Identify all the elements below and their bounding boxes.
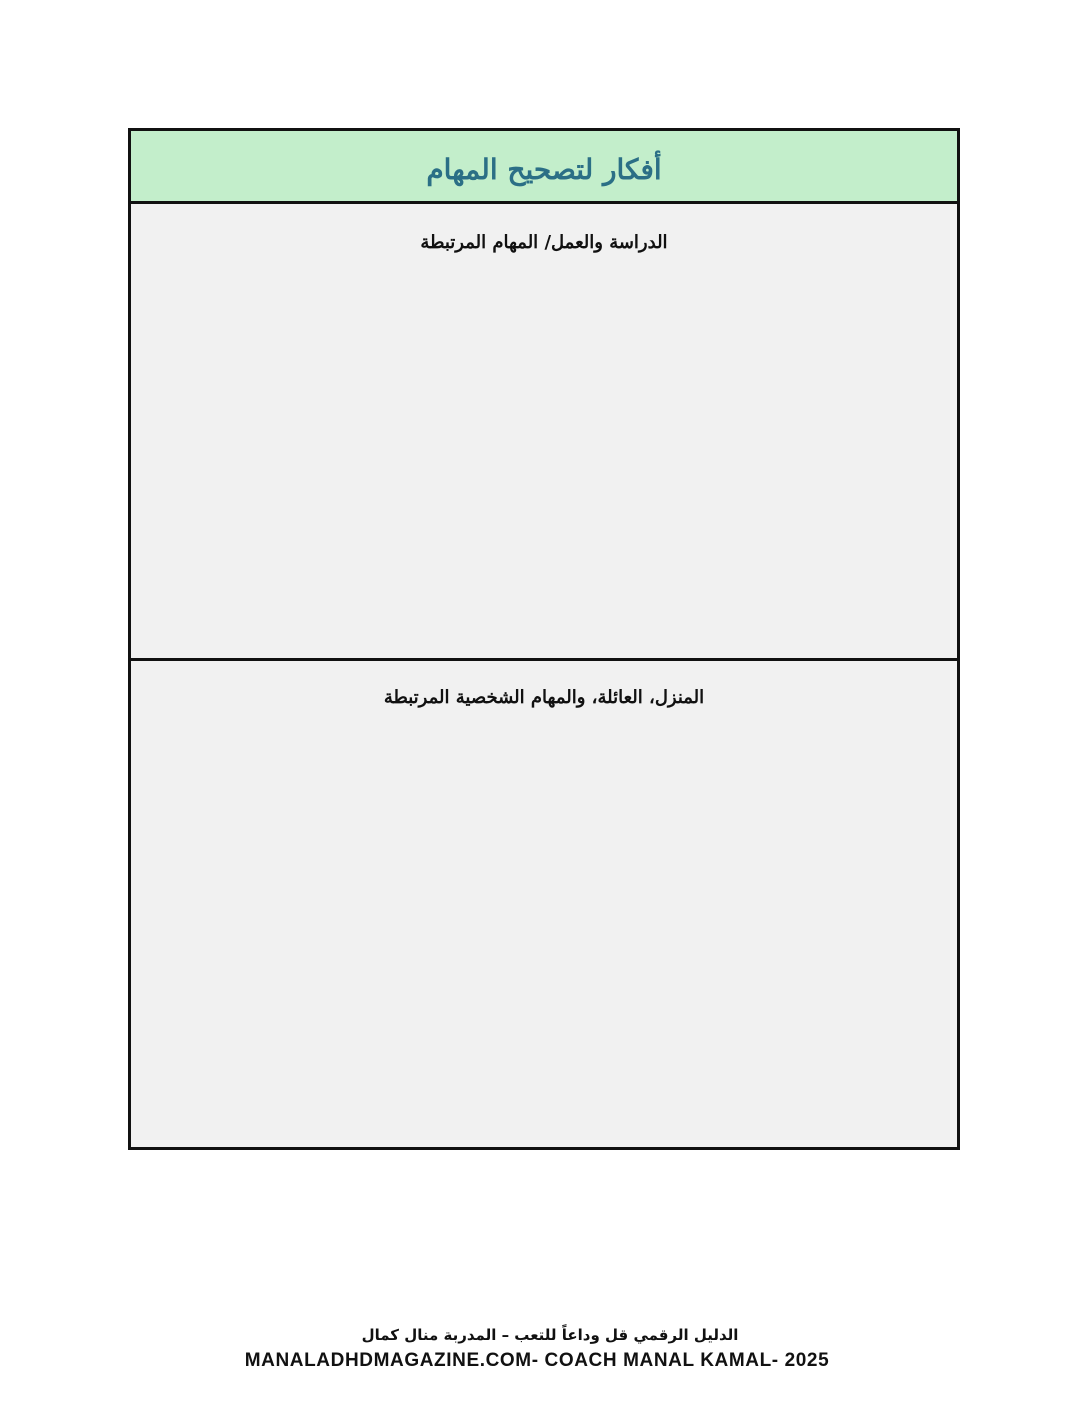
worksheet-title-bar xyxy=(131,131,957,204)
section-home-family-write-area[interactable] xyxy=(131,731,957,1144)
section-home-family xyxy=(131,661,957,1144)
section-study-work xyxy=(131,204,957,661)
page-footer xyxy=(0,1326,1088,1372)
footer-latin-line: MANALADHDMAGAZINE.COM- COACH MANAL KAMAL- 2025 xyxy=(244,1350,830,1371)
footer-arabic-line: الدليل الرقمي قل وداعاً للتعب – المدربة منال كمال xyxy=(361,1326,739,1344)
worksheet-title: أفكار لتصحيح المهام xyxy=(426,152,662,186)
section-home-family-heading: المنزل، العائلة، والمهام الشخصية المرتبطة xyxy=(383,687,705,708)
section-study-work-write-area[interactable] xyxy=(131,274,957,658)
worksheet-table xyxy=(128,128,960,1150)
section-study-work-heading: الدراسة والعمل/ المهام المرتبطة xyxy=(420,232,668,253)
